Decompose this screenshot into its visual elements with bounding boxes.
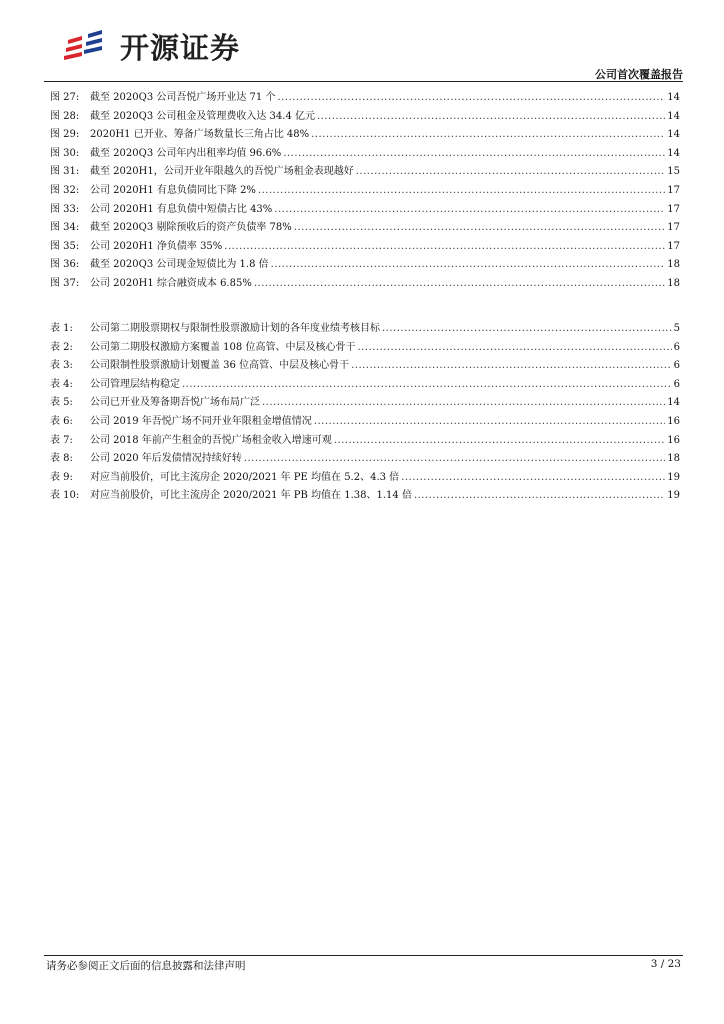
entry-label: 表 7:	[50, 434, 73, 446]
dot-leader	[244, 450, 665, 469]
entry-page-number: 14	[667, 92, 680, 103]
entry-title: 截至 2020H1，公司开业年限越久的吾悦广场租金表现越好	[90, 166, 354, 178]
dot-leader	[414, 487, 665, 506]
dot-leader	[334, 432, 665, 451]
figure-entry[interactable]	[50, 275, 680, 294]
entry-title: 公司限制性股票激励计划覆盖 36 位高管、中层及核心骨干	[90, 360, 350, 372]
entry-label: 表 9:	[50, 471, 73, 483]
figure-entry[interactable]	[50, 126, 680, 145]
entry-label: 图 36:	[50, 259, 80, 271]
dot-leader	[283, 145, 665, 164]
entry-page-number: 17	[667, 203, 680, 215]
dot-leader	[262, 394, 665, 413]
entry-title: 截至 2020Q3 公司租金及管理费收入达 34.4 亿元	[90, 110, 315, 122]
entry-title: 公司 2020H1 有息负债中短债占比 43%	[90, 203, 273, 215]
entry-title: 2020H1 已开业、筹备广场数量长三角占比 48%	[90, 129, 310, 141]
dot-leader	[277, 89, 665, 108]
entry-label: 图 35:	[50, 240, 80, 252]
entry-page-number: 5	[673, 323, 680, 334]
entry-title: 公司 2018 年前产生租金的吾悦广场租金收入增速可观	[90, 434, 332, 446]
dot-leader	[351, 357, 672, 376]
entry-page-number: 6	[673, 360, 680, 372]
entry-label: 图 32:	[50, 184, 80, 196]
entry-page-number: 19	[667, 490, 680, 502]
entry-page-number: 15	[667, 166, 680, 178]
entry-page-number: 18	[667, 453, 680, 465]
entry-title: 公司第二期股票期权与限制性股票激励计划的各年度业绩考核目标	[90, 323, 380, 334]
entry-page-number: 17	[667, 184, 680, 196]
dot-leader	[314, 413, 665, 432]
logo-text: 开源证券	[120, 30, 241, 65]
figure-entry[interactable]	[50, 256, 680, 275]
table-entry[interactable]	[50, 320, 680, 339]
entry-title: 公司 2020H1 综合融资成本 6.85%	[90, 277, 252, 289]
dot-leader	[254, 275, 665, 294]
table-entry[interactable]	[50, 394, 680, 413]
entry-page-number: 6	[673, 341, 680, 353]
table-entry[interactable]	[50, 469, 680, 488]
entry-label: 表 5:	[50, 397, 73, 409]
entry-title: 公司 2019 年吾悦广场不同开业年限租金增值情况	[90, 415, 312, 427]
entry-title: 对应当前股价，可比主流房企 2020/2021 年 PE 均值在 5.2、4.3 倍	[90, 471, 400, 483]
entry-page-number: 18	[667, 259, 680, 271]
entry-title: 对应当前股价，可比主流房企 2020/2021 年 PB 均值在 1.38、1.14 倍	[90, 490, 412, 502]
entry-title: 截至 2020Q3 公司现金短债比为 1.8 倍	[90, 259, 269, 271]
table-list	[50, 320, 680, 506]
dot-leader	[274, 201, 665, 220]
entry-title: 截至 2020Q3 剔除预收后的资产负债率 78%	[90, 222, 292, 234]
figure-entry[interactable]	[50, 145, 680, 164]
table-entry[interactable]	[50, 357, 680, 376]
dot-leader	[258, 182, 665, 201]
header-divider	[44, 81, 683, 82]
entry-label: 表 1:	[50, 323, 73, 334]
dot-leader	[311, 126, 665, 145]
entry-title: 公司已开业及筹备期吾悦广场布局广泛	[90, 397, 260, 409]
entry-label: 表 2:	[50, 341, 73, 353]
entry-label: 表 6:	[50, 415, 73, 427]
report-type-title: 公司首次覆盖报告	[595, 68, 683, 81]
figure-entry[interactable]	[50, 89, 680, 108]
figure-entry[interactable]	[50, 163, 680, 182]
entry-label: 图 29:	[50, 129, 80, 141]
entry-label: 表 4:	[50, 378, 73, 390]
dot-leader	[401, 469, 665, 488]
entry-label: 表 3:	[50, 360, 73, 372]
table-entry[interactable]	[50, 339, 680, 358]
table-entry[interactable]	[50, 487, 680, 506]
entry-page-number: 17	[667, 240, 680, 252]
table-entry[interactable]	[50, 376, 680, 395]
dot-leader	[382, 320, 672, 339]
entry-page-number: 16	[667, 415, 680, 427]
entry-title: 公司第二期股权激励方案覆盖 108 位高管、中层及核心骨干	[90, 341, 356, 353]
logo-mark-icon	[62, 26, 114, 66]
entry-label: 图 33:	[50, 203, 80, 215]
footer-disclaimer: 请务必参阅正文后面的信息披露和法律声明	[46, 960, 246, 972]
figure-entry[interactable]	[50, 182, 680, 201]
figure-entry[interactable]	[50, 238, 680, 257]
entry-page-number: 19	[667, 471, 680, 483]
page-number: 3 / 23	[650, 958, 681, 970]
dot-leader	[182, 376, 672, 395]
figure-entry[interactable]	[50, 201, 680, 220]
entry-title: 公司管理层结构稳定	[90, 378, 180, 390]
entry-label: 图 30:	[50, 147, 80, 159]
dot-leader	[357, 339, 671, 358]
entry-page-number: 14	[667, 147, 680, 159]
entry-title: 截至 2020Q3 公司吾悦广场开业达 71 个	[90, 92, 276, 103]
entry-page-number: 14	[667, 397, 680, 409]
entry-title: 公司 2020H1 净负债率 35%	[90, 240, 223, 252]
dot-leader	[317, 108, 665, 127]
figure-entry[interactable]	[50, 108, 680, 127]
entry-label: 图 28:	[50, 110, 80, 122]
entry-page-number: 14	[667, 129, 680, 141]
table-entry[interactable]	[50, 432, 680, 451]
entry-page-number: 18	[667, 277, 680, 289]
entry-label: 图 37:	[50, 277, 80, 289]
entry-label: 图 27:	[50, 92, 80, 103]
dot-leader	[356, 163, 666, 182]
entry-title: 公司 2020H1 有息负债同比下降 2%	[90, 184, 256, 196]
entry-label: 图 31:	[50, 166, 80, 178]
entry-page-number: 14	[667, 110, 680, 122]
company-logo	[62, 26, 240, 66]
entry-page-number: 6	[673, 378, 680, 390]
dot-leader	[294, 219, 665, 238]
dot-leader	[224, 238, 665, 257]
entry-page-number: 17	[667, 222, 680, 234]
entry-title: 公司 2020 年后发债情况持续好转	[90, 453, 242, 465]
dot-leader	[271, 256, 666, 275]
entry-title: 截至 2020Q3 公司年内出租率均值 96.6%	[90, 147, 282, 159]
figure-list	[50, 89, 680, 294]
entry-label: 表 8:	[50, 453, 73, 465]
table-entry[interactable]	[50, 413, 680, 432]
footer-divider	[44, 955, 683, 956]
entry-label: 图 34:	[50, 222, 80, 234]
figure-entry[interactable]	[50, 219, 680, 238]
entry-label: 表 10:	[50, 490, 80, 502]
table-entry[interactable]	[50, 450, 680, 469]
entry-page-number: 16	[667, 434, 680, 446]
